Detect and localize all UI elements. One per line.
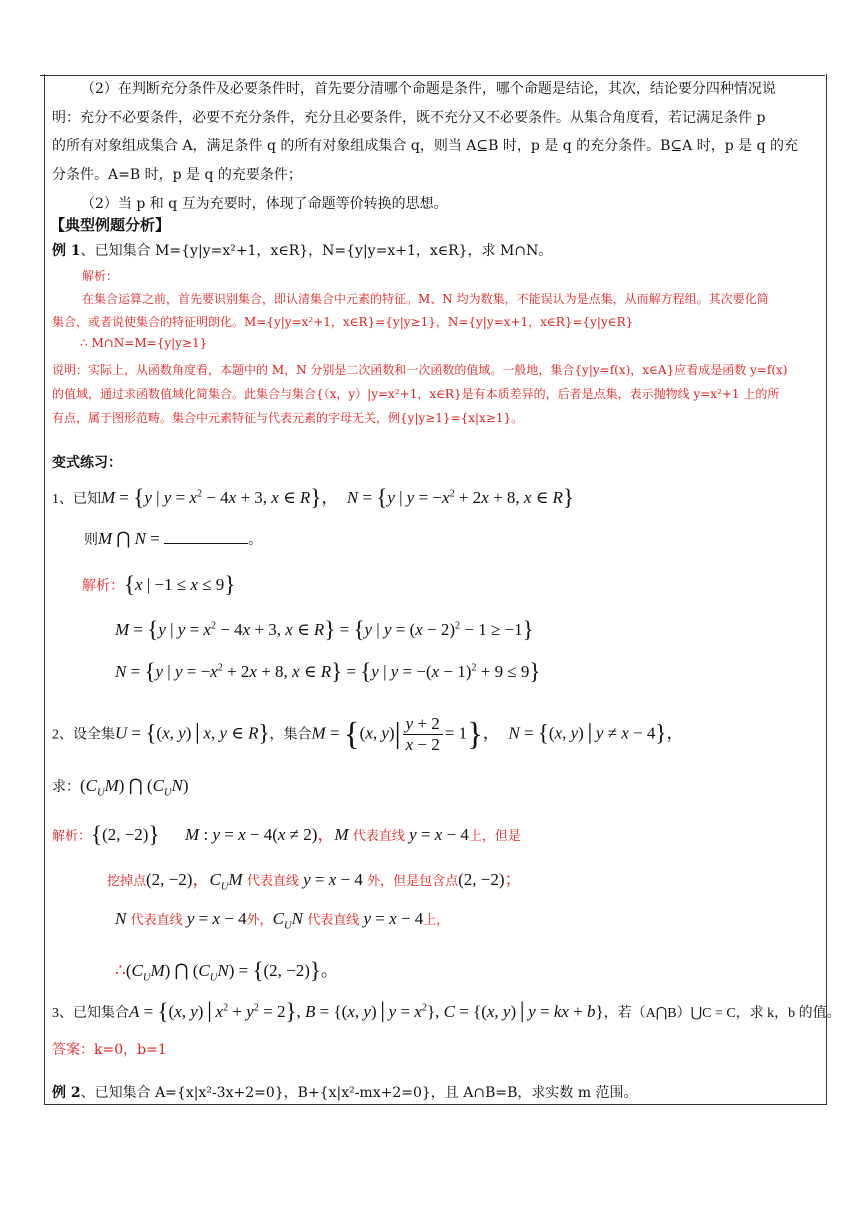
example1-label: 例 1: [52, 243, 81, 259]
q2-text-9: 上，: [423, 912, 450, 927]
q1-then: 则: [84, 533, 98, 548]
q2-analysis-label: 解析：: [52, 828, 92, 843]
q2-ask: 求：$(C_UM)$ ⋂ $(C_UN)$: [52, 776, 189, 799]
q2-text-2: 上，但是: [468, 828, 521, 843]
q2-analysis-4: $\therefore(C_UM)$ ⋂ $(C_UN) = \{(2$, −2)}。: [115, 958, 338, 984]
example2-question: [52, 1082, 638, 1102]
example2-label: 例 2: [52, 1085, 81, 1101]
note-line-5: （2）当 p 和 q 互为充要时，体现了命题等价转换的思想。: [81, 196, 448, 212]
q2-text-4: 代表直线: [246, 873, 299, 888]
q1-number: 1、已知: [52, 492, 101, 507]
q2-text-1: 代表直线: [352, 828, 405, 843]
q2-statement: 2、设全集U = {(x, y)│x, y ∈ R}，集合M = {(x, y)| $\frac{y + 2}{x - 2}$ = 1}， N = {(x, y)│y ≠ x − 4}，: [52, 714, 684, 754]
q2-number: 2、设全集: [52, 727, 115, 743]
q2-text-6: 代表直线: [130, 912, 183, 927]
example1-conclusion: ∴ M∩N=M={y|y≥1}: [80, 336, 208, 350]
example1-question: [52, 240, 552, 260]
answer-blank[interactable]: [164, 528, 248, 544]
q3-answer: 答案：k=0，b=1: [52, 1042, 167, 1058]
note-line-3: 的所有对象组成集合 A，满足条件 q 的所有对象组成集合 q，则当 A⊆B 时，p 是 q 的充分条件。B⊆A 时，p 是 q 的充: [52, 138, 798, 154]
section-heading: 【典型例题分析】: [50, 216, 171, 234]
q2-analysis-1: 解析：{(2, −2)} M : y = x − 4(x ≠ 2)，M 代表直线 y = x − 4上，但是: [52, 822, 521, 847]
q3-number: 3、已知集合: [52, 1006, 129, 1021]
q2-text-3: 挖掉点: [107, 873, 147, 888]
example1-note-line-2: 的值域，通过求函数值域化简集合。此集合与集合{（x，y）|y=x²+1，x∈R}是有本质差异的，后者是点集，表示抛物线 y=x²+1 上的所: [52, 387, 780, 401]
q2-analysis-2: 挖掉点(2, −2)，$C_UM$ 代表直线 y = x − 4 外，但是包含点(2, −2)；: [107, 870, 522, 893]
q3-tail: ，若（A⋂B）⋃C = C，求 k，b 的值。: [603, 1006, 841, 1021]
q1-analysis-M: M = {y | $y = x^2 - 4x + 3$, x ∈ R} = {y | $y = (x - 2)^2 - 1 \ge -1$}: [115, 617, 534, 642]
practice-heading: 变式练习：: [52, 455, 122, 471]
note-line-4: 分条件。A=B 时，p 是 q 的充要条件；: [52, 167, 302, 183]
note-line-1: （2）在判断充分条件及必要条件时，首先要分清哪个命题是条件，哪个命题是结论，其次，结论要分四种情况说: [81, 81, 776, 97]
q1-analysis-N: N = {y | $y = -x^2 + 2x + 8$, x ∈ R} = {y | $y = -(x - 1)^2 + 9 \le 9$}: [115, 659, 541, 684]
q2-text-5: 外，但是包含点: [367, 873, 459, 888]
q2-ask-label: 求：: [52, 780, 80, 795]
q1-statement: 1、已知M = {y | $y = x^2 - 4x + 3$, x ∈ R}， N = {y | $y = -x^2 + 2x + 8$, x ∈ R}: [52, 485, 574, 510]
q3-statement: 3、已知集合A = {(x, $y)│x^2 + y^2 = 2$}, B = {(x, y)│y = $x^2$}, C = {(x, y)│y = kx + b}，若（A⋂B）⋃C = C，求 k，b 的值。: [52, 999, 841, 1024]
example1-question-text: 、已知集合 M={y|y=x²+1，x∈R}，N={y|y=x+1，x∈R}，求 M∩N。: [80, 243, 553, 259]
example1-note-line-1: 说明：实际上，从函数角度看，本题中的 M，N 分别是二次函数和一次函数的值域。一般地，集合{y|y=f(x)，x∈A}应看成是函数 y=f(x): [52, 363, 788, 377]
example1-analysis-line-1: 在集合运算之前，首先要识别集合，即认清集合中元素的特征。M、N 均为数集，不能误认为是点集，从而解方程组。其次要化简: [82, 292, 769, 306]
example1-analysis-line-2: 集合，或者说使集合的特征明朗化。M={y|y=x²+1，x∈R}={y|y≥1}，N={y|y=x+1，x∈R}={y|y∈R}: [52, 315, 634, 329]
q2-analysis-3: N 代表直线 y = x − 4外，$C_UN$ 代表直线 y = x − 4上，: [115, 909, 450, 932]
q2-text-7: 外，: [246, 912, 273, 927]
q1-blank-line: 则M ⋂ N = 。: [84, 529, 263, 548]
q2-text-8: 代表直线: [307, 912, 360, 927]
q1-period: 。: [248, 533, 263, 548]
note-line-2: 明：充分不必要条件，必要不充分条件，充分且必要条件，既不充分又不必要条件。从集合角度看，若记满足条件 p: [52, 110, 766, 126]
q1-analysis-label: 解析：: [82, 579, 124, 594]
q2-mid: ，集合: [269, 727, 312, 743]
example2-question-text: 、已知集合 A={x|x²-3x+2=0}，B+{x|x²-mx+2=0}，且 A∩B=B，求实数 m 范围。: [80, 1085, 638, 1101]
example1-note-line-3: 有点，属于图形范畴。集合中元素特征与代表元素的字母无关，例{y|y≥1}={x|x≥1}。: [52, 411, 524, 425]
example1-analysis-label: 解析：: [82, 269, 119, 283]
q1-analysis: 解析：{x | −1 ≤ x ≤ 9}: [82, 572, 236, 597]
